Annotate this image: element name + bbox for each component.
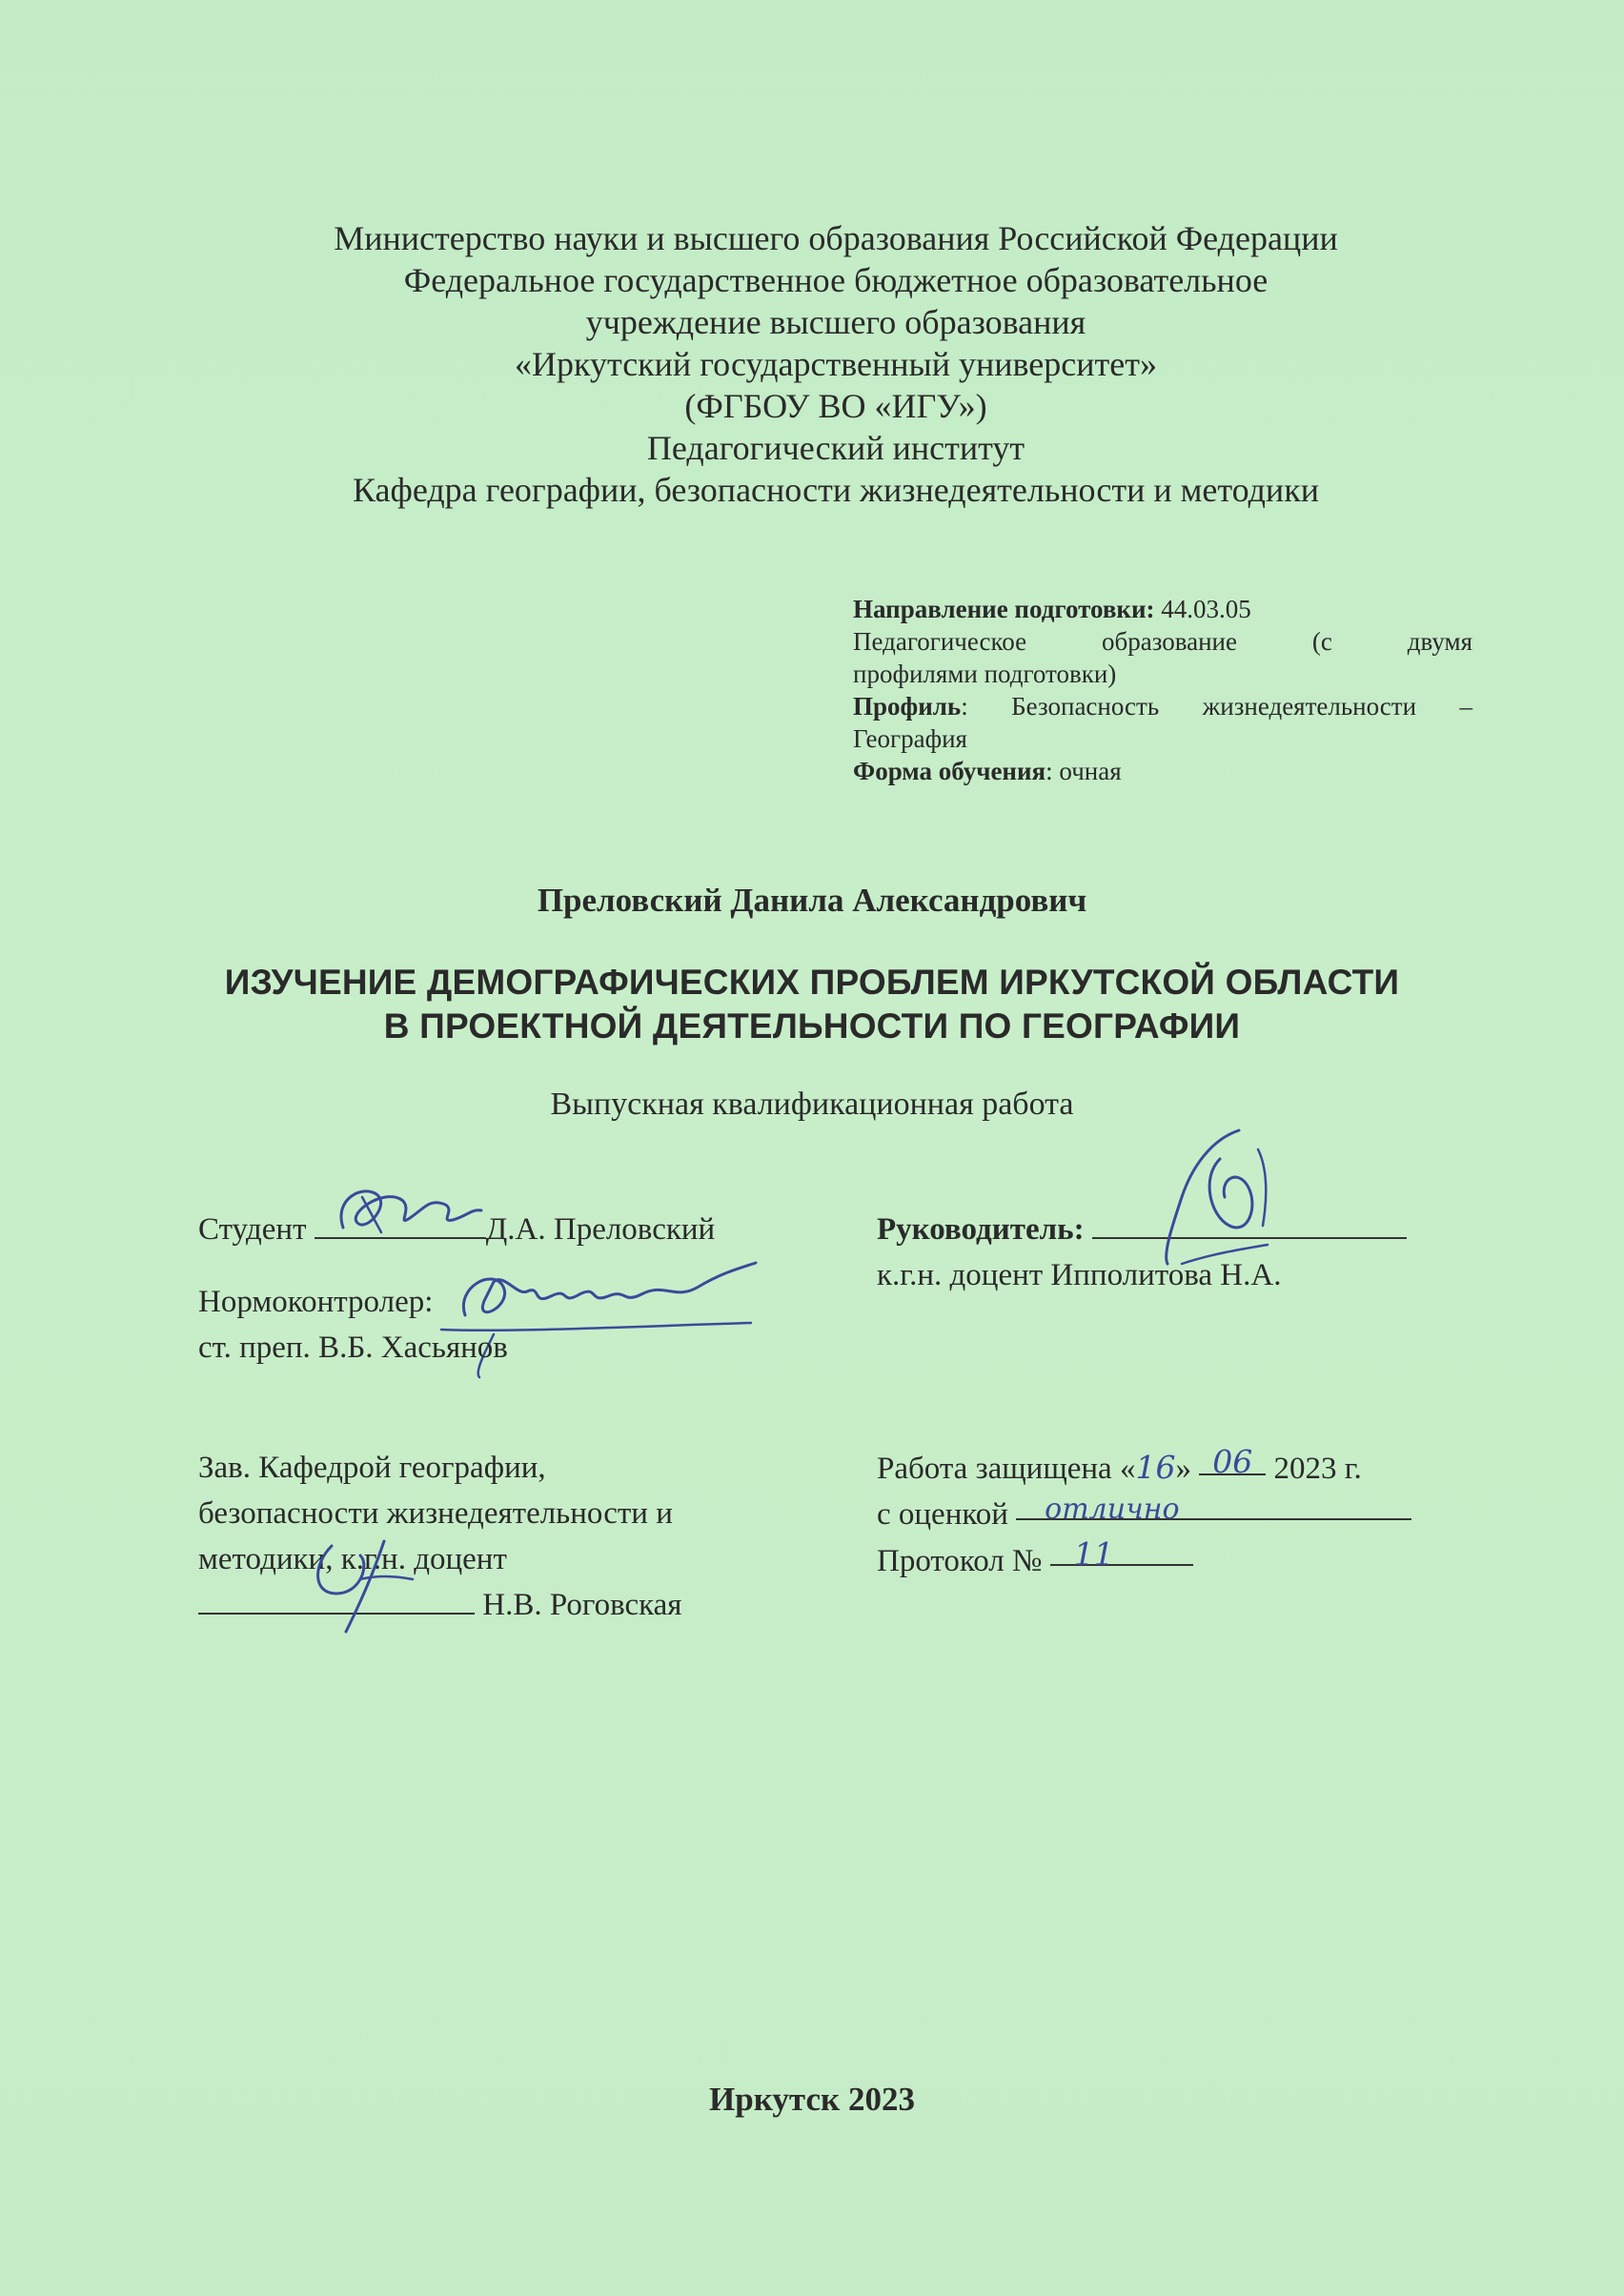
- defense-year: 2023 г.: [1273, 1452, 1362, 1486]
- thesis-title: [0, 961, 1624, 1048]
- student-signature-line: [315, 1209, 486, 1239]
- university-abbr: (ФГБОУ ВО «ИГУ»): [684, 387, 987, 425]
- thesis-title-line-1: ИЗУЧЕНИЕ ДЕМОГРАФИЧЕСКИХ ПРОБЛЕМ ИРКУТСКОЙ ОБЛАСТИ: [224, 963, 1400, 1002]
- direction-label: Направление подготовки:: [853, 595, 1155, 623]
- head-line-3: методики, к.г.н. доцент: [198, 1542, 507, 1576]
- supervisor-row: [877, 1207, 1468, 1252]
- head-sign-row: [198, 1582, 808, 1628]
- defense-month: 06: [1212, 1443, 1253, 1480]
- defense-day: 16: [1135, 1449, 1176, 1486]
- institution-type-line: Федеральное государственное бюджетное образовательное: [403, 261, 1269, 299]
- protocol-row: [877, 1537, 1468, 1584]
- thesis-title-line-2: В ПРОЕКТНОЙ ДЕЯТЕЛЬНОСТИ ПО ГЕОГРАФИИ: [383, 1006, 1241, 1046]
- profile-row: [853, 690, 1472, 722]
- student-short-name: Д.А. Преловский: [485, 1212, 716, 1247]
- supervisor-name: к.г.н. доцент Ипполитова Н.А.: [877, 1258, 1282, 1292]
- student-row: [198, 1207, 808, 1252]
- grade-label-text: с оценкой: [877, 1497, 1008, 1532]
- direction-text-1: Педагогическое образование (с двумя: [853, 627, 1472, 656]
- head-signature-line: [198, 1584, 475, 1615]
- department-name: Кафедра географии, безопасности жизнедеятельности и методики: [353, 471, 1319, 509]
- normcontrol-name: ст. преп. В.Б. Хасьянов: [198, 1331, 508, 1365]
- grade-line: [1016, 1492, 1411, 1526]
- supervisor-signature-line: [1092, 1209, 1407, 1239]
- grade-value: отлично: [1045, 1493, 1180, 1526]
- defense-info-block: [877, 1445, 1468, 1584]
- supervisor-signature-block: [877, 1207, 1468, 1298]
- profile-text-1: : Безопасность жизнедеятельности –: [961, 692, 1472, 721]
- head-line-1: Зав. Кафедрой географии,: [198, 1451, 546, 1485]
- head-of-department-block: [198, 1445, 808, 1628]
- head-line-2: безопасности жизнедеятельности и: [198, 1496, 673, 1531]
- defense-mid: »: [1175, 1452, 1191, 1486]
- profile-text-2: География: [853, 724, 967, 753]
- grade-row: [877, 1492, 1468, 1537]
- protocol-line: [1050, 1535, 1193, 1573]
- student-full-name: Преловский Данила Александрович: [537, 882, 1087, 919]
- direction-row: [853, 593, 1472, 625]
- spacer: [198, 1252, 808, 1279]
- defense-date-row: [877, 1445, 1468, 1492]
- form-row: [853, 755, 1472, 787]
- ministry-line: Министерство науки и высшего образования Российской Федерации: [334, 219, 1338, 257]
- work-type: Выпускная квалификационная работа: [550, 1087, 1074, 1122]
- institution-type-line-2: учреждение высшего образования: [585, 303, 1086, 341]
- head-name: Н.В. Роговская: [482, 1588, 682, 1622]
- form-label: Форма обучения: [853, 757, 1046, 785]
- direction-code: 44.03.05: [1161, 595, 1251, 623]
- institution-header: [238, 217, 1433, 511]
- city-year: Иркутск 2023: [709, 2081, 915, 2118]
- study-info: [853, 593, 1472, 787]
- form-text: : очная: [1045, 757, 1122, 785]
- protocol-label: Протокол №: [877, 1544, 1043, 1578]
- institute-name: Педагогический институт: [646, 429, 1025, 467]
- supervisor-label: Руководитель:: [877, 1212, 1085, 1247]
- direction-text-2: профилями подготовки): [853, 660, 1117, 688]
- normcontrol-name-row: [198, 1325, 808, 1371]
- supervisor-name-row: [877, 1252, 1468, 1298]
- student-label: Студент: [198, 1212, 307, 1247]
- university-name: «Иркутский государственный университет»: [515, 345, 1157, 383]
- normcontrol-row: [198, 1279, 808, 1325]
- profile-label: Профиль: [853, 692, 962, 721]
- defense-prefix: Работа защищена «: [877, 1452, 1136, 1486]
- student-signature-icon: [324, 1180, 496, 1247]
- defense-month-line: [1199, 1443, 1266, 1480]
- normcontrol-label: Нормоконтролер:: [198, 1285, 434, 1319]
- student-signature-block: [198, 1207, 808, 1371]
- protocol-value: 11: [1073, 1535, 1114, 1573]
